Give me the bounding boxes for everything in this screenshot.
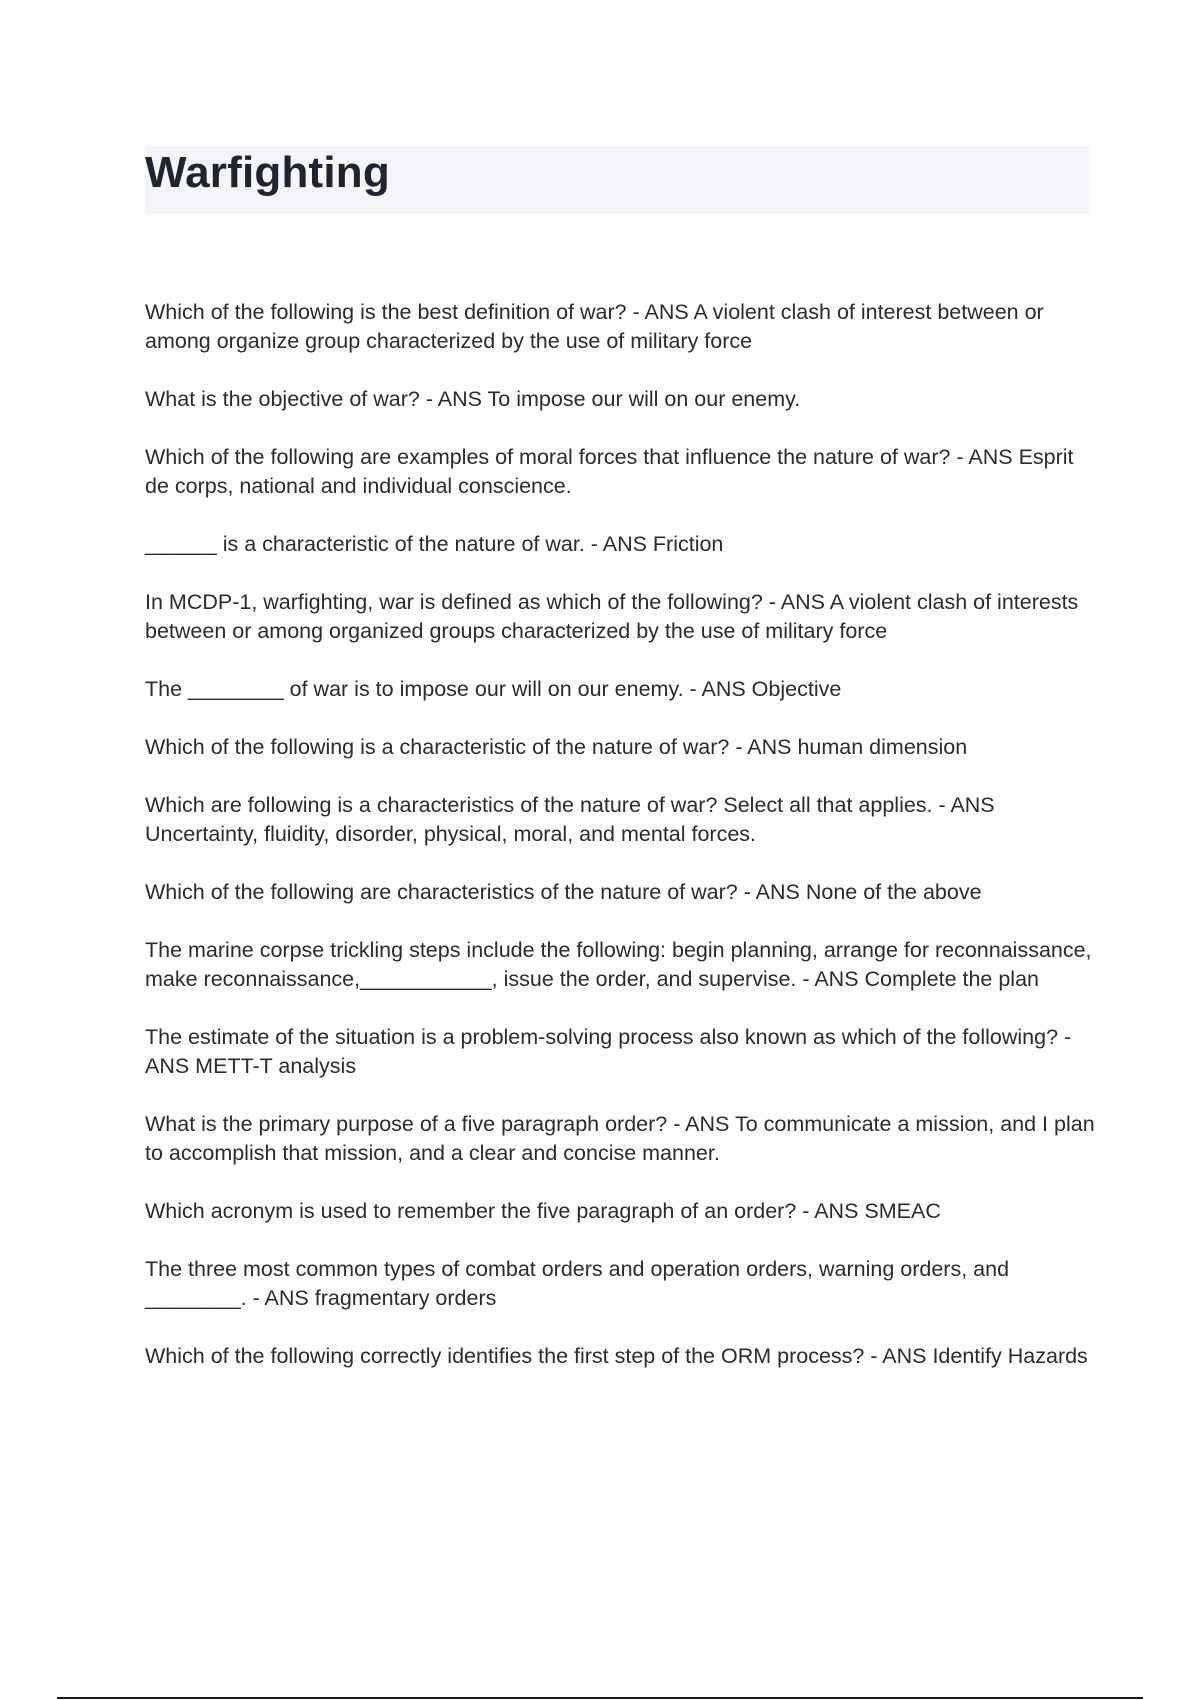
qa-item: The estimate of the situation is a problem-solving process also known as which of the following? - ANS METT-T analysis — [145, 1025, 1072, 1078]
qa-item: ______ is a characteristic of the nature of war. - ANS Friction — [145, 532, 724, 556]
qa-list — [145, 298, 1095, 1400]
qa-item: Which of the following correctly identifies the first step of the ORM process? - ANS Identify Hazards — [145, 1344, 1088, 1368]
qa-item: Which of the following is the best definition of war? - ANS A violent clash of interest between or among organize group characterized by the use of military force — [145, 300, 1044, 353]
qa-item: The three most common types of combat orders and operation orders, warning orders, and ________. - ANS fragmentary orders — [145, 1257, 1010, 1310]
qa-item: The ________ of war is to impose our will on our enemy. - ANS Objective — [145, 677, 842, 701]
qa-item: What is the primary purpose of a five paragraph order? - ANS To communicate a mission, and I plan to accomplish that mission, and a clear and concise manner. — [145, 1112, 1095, 1165]
qa-item: The marine corpse trickling steps include the following: begin planning, arrange for reconnaissance, make reconnaissance,___________, issue the order, and supervise. - ANS Complete the plan — [145, 938, 1092, 991]
footer-divider — [57, 1697, 1143, 1699]
qa-item: Which of the following are characteristics of the nature of war? - ANS None of the above — [145, 880, 982, 904]
qa-item: Which of the following are examples of moral forces that influence the nature of war? - ANS Esprit de corps, national and individual conscience. — [145, 445, 1074, 498]
qa-item: What is the objective of war? - ANS To impose our will on our enemy. — [145, 387, 801, 411]
qa-item: Which are following is a characteristics of the nature of war? Select all that applies. - ANS Uncertainty, fluidity, disorder, physical, moral, and mental forces. — [145, 793, 995, 846]
qa-item: Which of the following is a characteristic of the nature of war? - ANS human dimension — [145, 735, 968, 759]
title-banner — [145, 146, 1089, 214]
qa-item: Which acronym is used to remember the five paragraph of an order? - ANS SMEAC — [145, 1199, 941, 1223]
page-title: Warfighting — [145, 148, 390, 197]
qa-item: In MCDP-1, warfighting, war is defined as which of the following? - ANS A violent clash of interests between or among organized groups characterized by the use of military force — [145, 590, 1079, 643]
